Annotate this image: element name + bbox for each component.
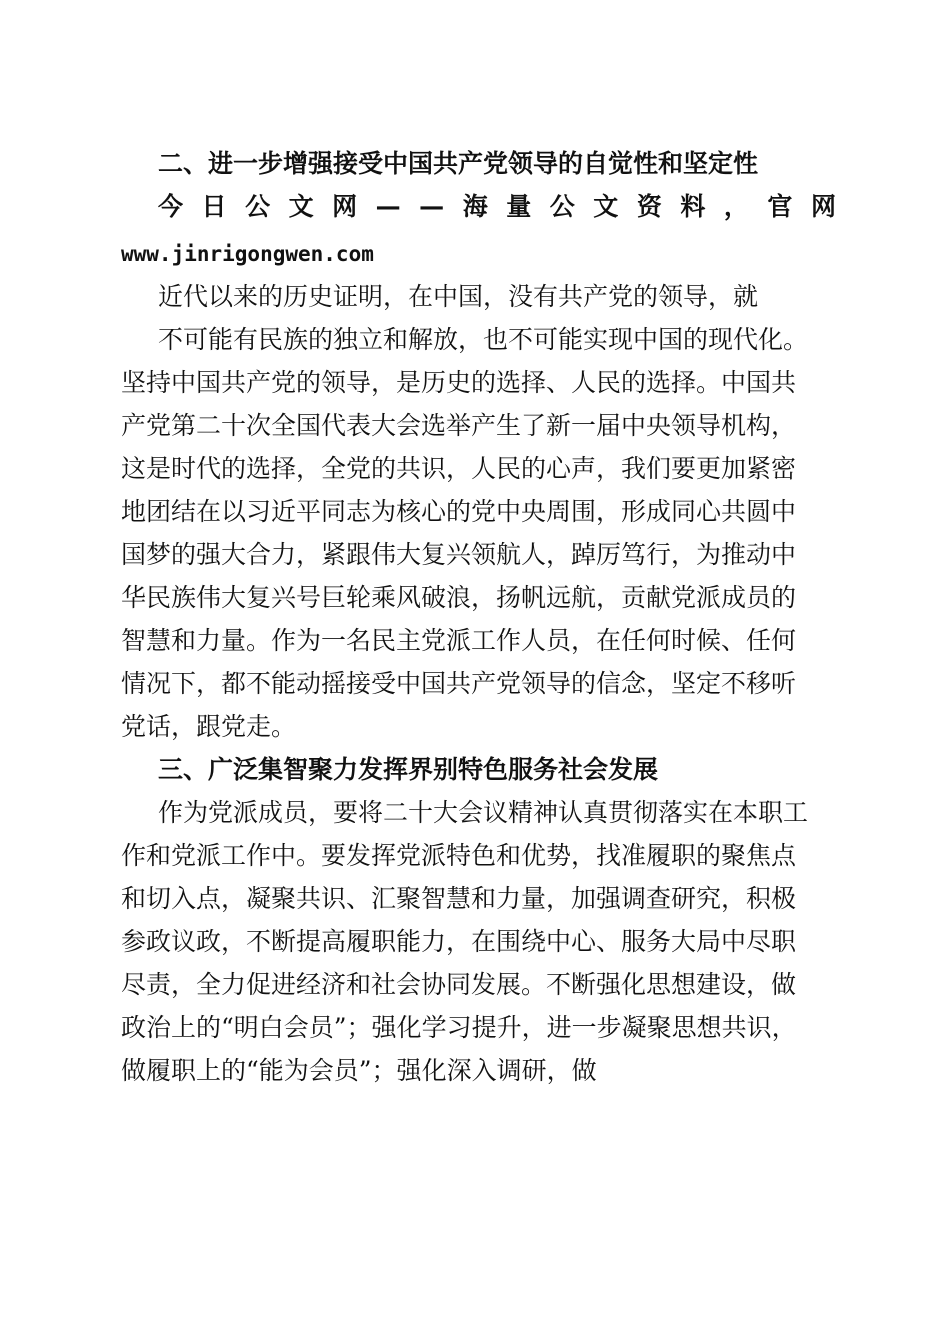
banner-line xyxy=(158,189,836,225)
banner-char: 今 xyxy=(158,192,184,221)
paragraph-line: 作和党派工作中。要发挥党派特色和优势，找准履职的聚焦点 xyxy=(121,841,797,870)
website-url: www.jinrigongwen.com xyxy=(121,242,374,266)
paragraph-line: 近代以来的历史证明，在中国，没有共产党的领导，就 xyxy=(158,282,759,311)
banner-char: 网 xyxy=(810,192,836,221)
banner-char: 量 xyxy=(506,192,532,221)
banner-char: 网 xyxy=(332,192,358,221)
paragraph-line: 坚持中国共产党的领导，是历史的选择、人民的选择。中国共 xyxy=(121,368,797,397)
banner-char: — xyxy=(419,192,445,221)
paragraph-line: 华民族伟大复兴号巨轮乘风破浪，扬帆远航，贡献党派成员的 xyxy=(121,583,797,612)
banner-char: 日 xyxy=(201,192,227,221)
paragraph-line: 这是时代的选择，全党的共识，人民的心声，我们要更加紧密 xyxy=(121,454,797,483)
paragraph-line: 尽责，全力促进经济和社会协同发展。不断强化思想建设，做 xyxy=(121,970,797,999)
paragraph-line: 智慧和力量。作为一名民主党派工作人员，在任何时候、任何 xyxy=(121,626,797,655)
paragraph-line: 党话，跟党走。 xyxy=(121,712,297,741)
banner-char: 海 xyxy=(462,192,488,221)
banner-char: 料 xyxy=(680,192,706,221)
paragraph-line: 产党第二十次全国代表大会选举产生了新一届中央领导机构， xyxy=(121,411,797,440)
paragraph-line: 情况下，都不能动摇接受中国共产党领导的信念，坚定不移听 xyxy=(121,669,797,698)
paragraph-line: 和切入点，凝聚共识、汇聚智慧和力量，加强调查研究，积极 xyxy=(121,884,797,913)
paragraph-line: 参政议政，不断提高履职能力，在围绕中心、服务大局中尽职 xyxy=(121,927,797,956)
banner-char: 官 xyxy=(767,192,793,221)
banner-char: 资 xyxy=(636,192,662,221)
paragraph-line: 国梦的强大合力，紧跟伟大复兴领航人，踔厉笃行，为推动中 xyxy=(121,540,797,569)
banner-char: 公 xyxy=(549,192,575,221)
banner-char: 文 xyxy=(288,192,314,221)
banner-char: — xyxy=(375,192,401,221)
paragraph-line: 政治上的“明白会员”；强化学习提升，进一步凝聚思想共识， xyxy=(121,1013,797,1042)
paragraph-line: 做履职上的“能为会员”；强化深入调研，做 xyxy=(121,1056,597,1085)
section-heading-3: 三、广泛集智聚力发挥界别特色服务社会发展 xyxy=(158,755,659,784)
banner-char: 公 xyxy=(245,192,271,221)
paragraph-line: 不可能有民族的独立和解放，也不可能实现中国的现代化。 xyxy=(158,325,809,354)
paragraph-line: 地团结在以习近平同志为核心的党中央周围，形成同心共圆中 xyxy=(121,497,797,526)
paragraph-line: 作为党派成员，要将二十大会议精神认真贯彻落实在本职工 xyxy=(158,798,809,827)
banner-char: 文 xyxy=(593,192,619,221)
section-heading-2: 二、进一步增强接受中国共产党领导的自觉性和坚定性 xyxy=(158,149,759,178)
banner-char: ， xyxy=(723,192,749,221)
